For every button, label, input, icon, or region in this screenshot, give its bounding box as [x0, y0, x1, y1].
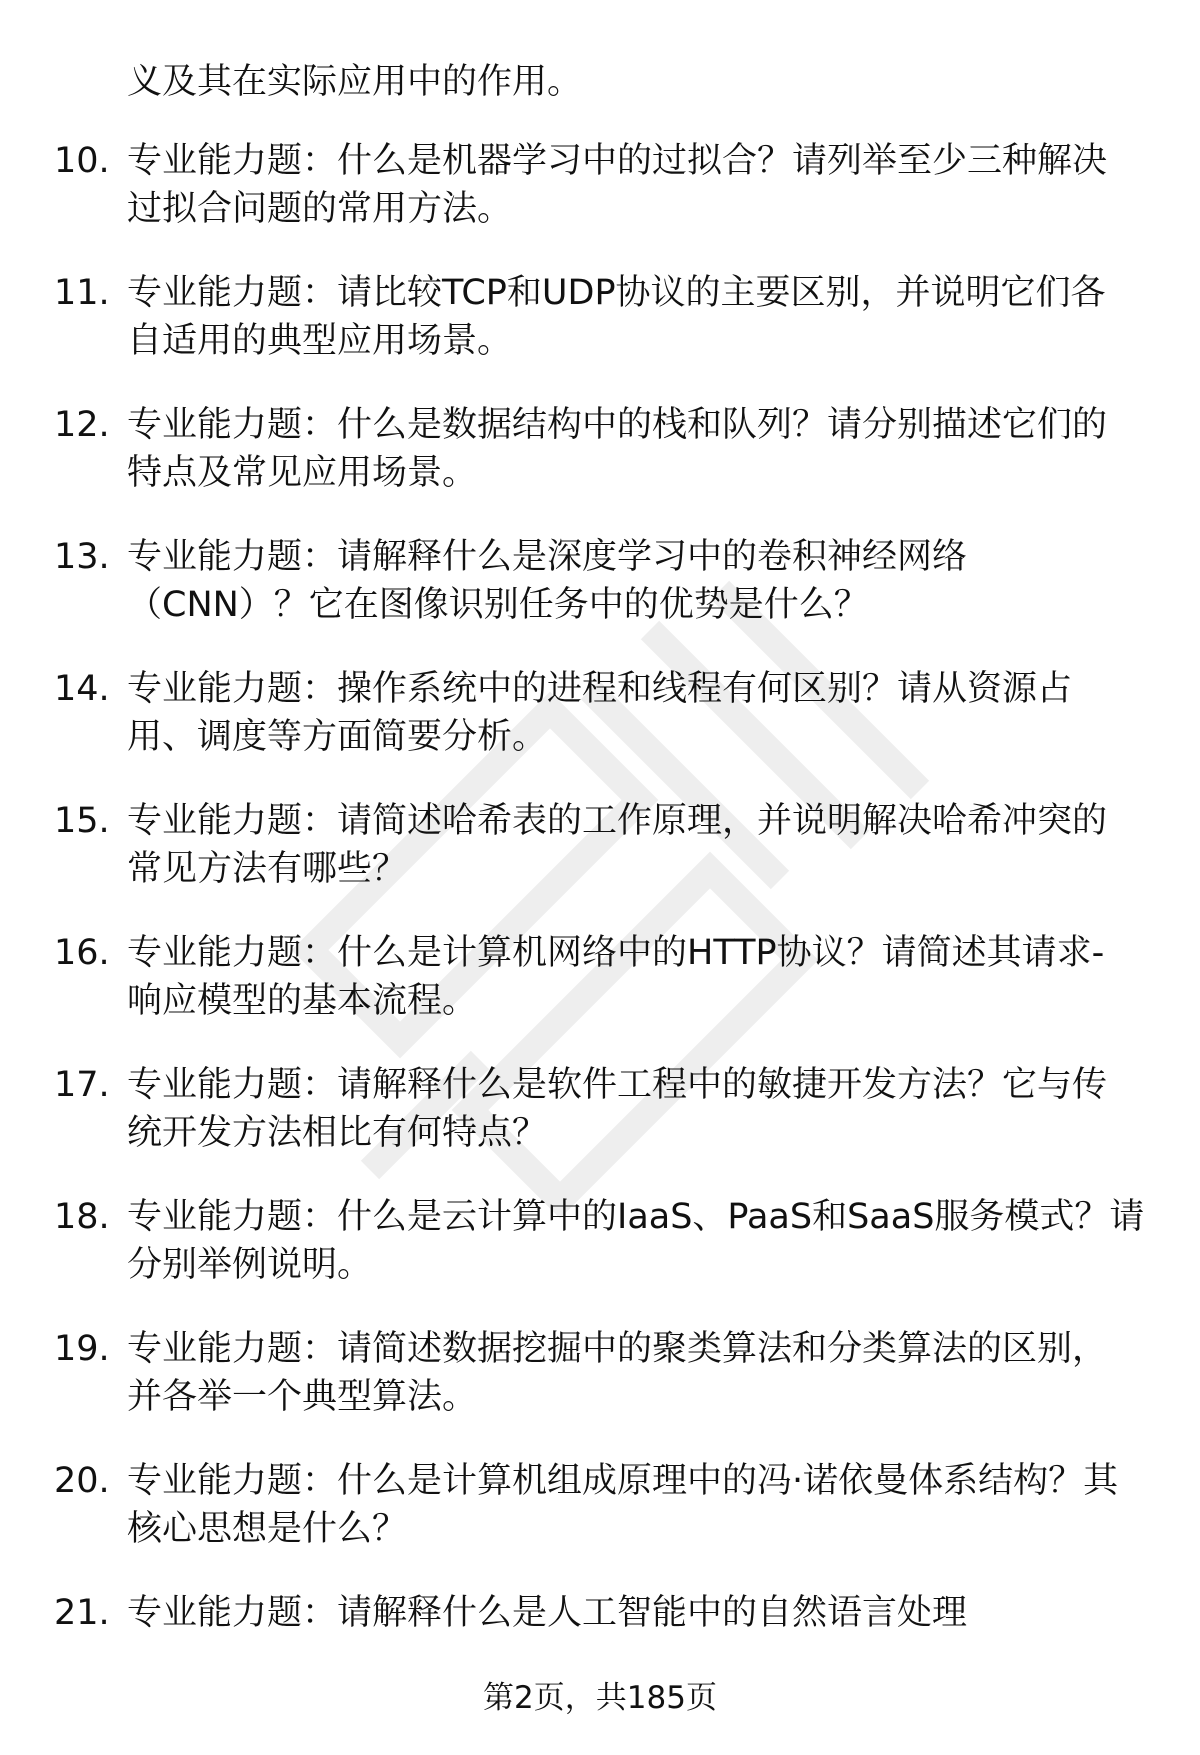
question-number: 11. — [54, 273, 110, 313]
question-number: 19. — [54, 1329, 110, 1369]
question-item — [0, 1061, 1200, 1157]
question-text: 专业能力题：请简述数据挖掘中的聚类算法和分类算法的区别， 并各举一个典型算法。 — [127, 1329, 1108, 1417]
question-number: 13. — [54, 537, 110, 577]
question-item — [0, 1193, 1200, 1289]
question-item — [0, 929, 1200, 1025]
question-item — [0, 269, 1200, 365]
continuation-text: 义及其在实际应用中的作用。 — [127, 62, 583, 102]
question-text: 专业能力题：什么是计算机网络中的HTTP协议？请简述其请求- 响应模型的基本流程。 — [127, 933, 1105, 1021]
question-item — [0, 1325, 1200, 1421]
question-text: 专业能力题：什么是机器学习中的过拟合？请列举至少三种解决 过拟合问题的常用方法。 — [127, 141, 1108, 229]
question-text: 专业能力题：请解释什么是软件工程中的敏捷开发方法？它与传 统开发方法相比有何特点？ — [127, 1065, 1108, 1153]
question-item — [0, 533, 1200, 629]
question-item — [0, 1457, 1200, 1553]
question-number: 21. — [54, 1593, 110, 1633]
question-number: 18. — [54, 1197, 110, 1237]
question-number: 12. — [54, 405, 110, 445]
question-number: 10. — [54, 141, 110, 181]
question-text: 专业能力题：操作系统中的进程和线程有何区别？请从资源占 用、调度等方面简要分析。 — [127, 669, 1073, 757]
question-text: 专业能力题：什么是计算机组成原理中的冯·诺依曼体系结构？其 核心思想是什么？ — [127, 1461, 1119, 1549]
question-list — [0, 137, 1200, 1721]
question-text: 专业能力题：什么是数据结构中的栈和队列？请分别描述它们的 特点及常见应用场景。 — [127, 405, 1108, 493]
question-text: 专业能力题：请解释什么是深度学习中的卷积神经网络 （CNN）？它在图像识别任务中的优势是什么？ — [127, 537, 968, 625]
question-text: 专业能力题：请简述哈希表的工作原理，并说明解决哈希冲突的 常见方法有哪些？ — [127, 801, 1108, 889]
question-number: 15. — [54, 801, 110, 841]
question-item — [0, 665, 1200, 761]
question-item — [0, 1589, 1200, 1685]
page-footer: 第2页，共185页 — [483, 1680, 717, 1716]
question-item — [0, 137, 1200, 233]
question-number: 14. — [54, 669, 110, 709]
question-text: 专业能力题：请解释什么是人工智能中的自然语言处理 — [127, 1593, 968, 1633]
question-number: 17. — [54, 1065, 110, 1105]
question-number: 16. — [54, 933, 110, 973]
question-text: 专业能力题：请比较TCP和UDP协议的主要区别，并说明它们各 自适用的典型应用场景。 — [127, 273, 1106, 361]
question-item — [0, 401, 1200, 497]
question-number: 20. — [54, 1461, 110, 1501]
question-text: 专业能力题：什么是云计算中的IaaS、PaaS和SaaS服务模式？请 分别举例说明。 — [127, 1197, 1145, 1285]
question-item — [0, 797, 1200, 893]
